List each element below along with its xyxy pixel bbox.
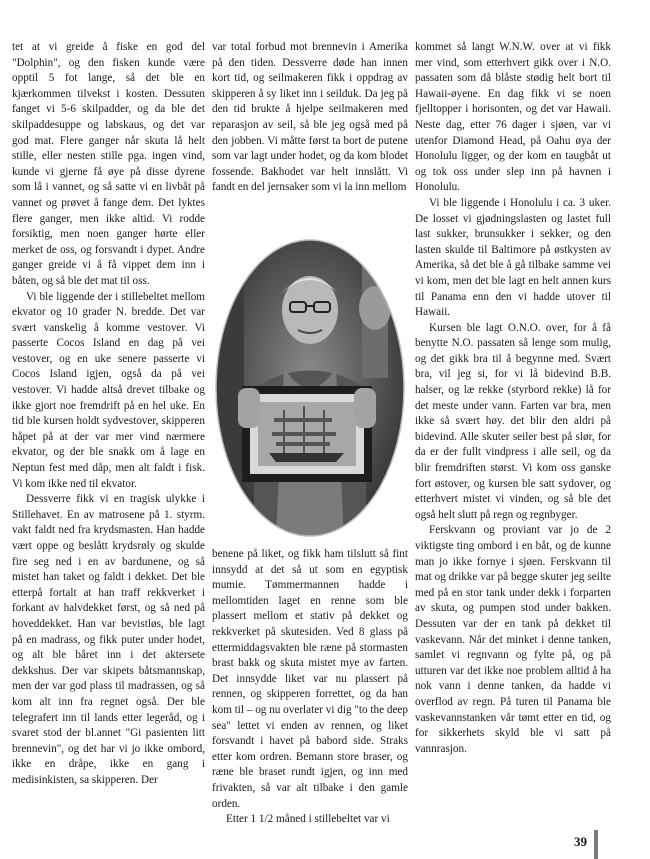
paragraph: Vi ble liggende der i stillebeltet mellom ekvator og 10 grader N. bredde. Det var svært vanskelig å komme vestover. Vi passerte Cocos Island en dag på vei vestover, og en uke senere passerte vi Cocos Island igjen, også da på vei vestover. Vi hadde altså drevet tilbake og ikke gjort noe fremdrift på en hel uke. En tid ble kursen holdt sydvestover, skipperen håpet på at der var mer vind nærmere ekvator, og der ble snakk om å lage en Neptun fest med dåp, men alt faldt i fisk. Vi kom ikke ned til ekvator. [12,290,205,490]
text-column-1 [12,40,205,789]
paragraph: Vi ble liggende i Honolulu i ca. 3 uker. De losset vi gjødningslasten og lastet full last sukker, brunsukker i sekker, og den lasten skulde til Baltimore på østkysten av Amerika, så det ble å gå tilbake samme vei vi kom, men det ble lagt en helt annen kurs til Panama enn den vi hadde utover til Hawaii. [415,196,611,319]
paragraph: Kursen ble lagt O.N.O. over, for å få benytte N.O. passaten så lenge som mulig, og det gikk bra til å begynne med. Svært bra, vil jeg si, for vi lå bidevind B.B. halser, og læ rekke (styrbord rekke) lå for det meste under vann. Farten var bra, men ikke så svært høy. det blir den aldri på bidevind. Alle skuter seiler best på slør, for da er der fullt vindpress i alle seil, og da blir fremdriften størst. Vi kom oss ganske fort østover, og kursen ble satt sydover, og etterhvert mistet vi vinden, og så ble det også helt slutt på regn og regnbyger. [415,321,611,521]
portrait-photo [214,238,406,538]
paragraph: Dessverre fikk vi en tragisk ulykke i Stillehavet. En av matrosene på 1. styrm. vakt faldt ned fra krydsmasten. Han hadde vært oppe og beslått krydsrøly og skulde fire seg ned i en av bardunene, og så mistet han taket og faldt i dekket. Det ble etterpå fortalt at han traff rekkverket i forkant av halvdekket først, og så ned på hoveddekket. Han var bevistløs, ble lagt på en madrass, og fikk puter under hodet, og alt ble båret inn i det aktersete dekkshus. Der var skipets båtsmannskap, men der var god plass til madrassen, og så kom alt inn fra regnet også. Der ble telegrafert inn til lands etter legeråd, og i svaret stod der bl.annet "Gi pasienten litt brennevin", og det har vi jo ikke ombord, ikke en dråpe, ikke en gang i medisinkisten, sa skipperen. Der [12,493,205,786]
page-number: 39 [574,834,587,849]
portrait-photo-image [214,238,406,538]
text-column-3 [415,40,611,757]
text-column-2-top [212,40,408,196]
paragraph: Ferskvann og proviant var jo de 2 viktigste ting ombord i en båt, og de kunne man jo ikke fornye i sjøen. Ferskvann til mat og drikke var på begge skuter jeg seilte med på en stor tank under dekk i forparten av skuta, og pumpen stod under bakken. Dessuten var der en tank på dekket til vaskevann. Når det minket i denne tanken, samlet vi regnvann og fylte på, og på utturen var det ikke noe problem alltid å ha nok vann i denne tanken, da hadde vi overflod av regn. På turen til Panama ble vaskevannstanken vår tømt etter en tid, og for sikkerhets skyld ble vi satt på vannrasjon. [415,524,611,755]
page-edge-mark [594,830,598,859]
paragraph: kommet så langt W.N.W. over at vi fikk mer vind, som etterhvert gikk over i N.O. passaten som då blåste stødig helt bort til Hawaii-øyene. En dag fikk vi se noen fjelltopper i horisonten, og det var Hawaii. Neste dag, etter 76 dager i sjøen, var vi utenfor Diamond Head, på Oahu øya der Honolulu ligger, og der kom en taugbåt ut og tok oss under slep inn på havnen i Honolulu. [415,41,611,194]
paragraph: Etter 1 1/2 måned i stillebeltet var vi [226,813,390,826]
text-column-2-bottom [212,547,408,828]
paragraph: tet at vi greide å fiske en god del "Dolphin", og den fisken kunde være opptil 5 fot lange, så det ble en kjærkommen tilvekst i kosten. Dessuten fanget vi 5-6 skilpadder, og da ble det skilpaddesuppe og labskaus, og det var god mat. Flere ganger når skuta lå helt stille, eller nesten stille pga. ingen vind, kunde vi gjerne få øye på disse dyrene som lå i vannet, og så satte vi en livbåt på vannet og prøvet å fange dem. Det lyktes flere ganger, men ikke altid. Vi rodde forsiktig, men noen ganger hørte eller merket de oss, og forsvandt i dypet. Andre ganger greide vi å få vippet dem inn i båten, og så ble det mat til oss. [12,41,205,287]
paragraph: var total forbud mot brennevin i Amerika på den tiden. Dessverre døde han innen kort tid, og seilmakeren fikk i oppdrag av skipperen å sy liket inn i seilduk. Da jeg på den tid brukte å hjelpe seilmakeren med reparasjon av seil, så ble jeg også med på den jobben. Vi måtte først ta bort de putene som var lagt under hodet, og da kom blodet fossende. Bakhodet var helt innslått. Vi fandt en del jernsaker som vi la inn mellom [212,41,408,194]
paragraph: benene på liket, og fikk ham tilslutt så fint innsydd at det så ut som en egyptisk mumie. Tømmermannen hadde i mellomtiden laget en renne som ble plassert mellom et stativ på dekket og rekkverket på skutesiden. Ved 8 glass på ettermiddagsvakten ble ræne på stormasten brast bakk og skuta mistet mye av farten. Det innsydde liket var nu plassert på rennen, og skipperen forrettet, og da han kom til – og nu overlater vi dig "to the deep sea" lettet vi enden av rennen, og liket forsvandt i havet på babord side. Straks etter kom ordren. Bemann store braser, og ræne ble braset rundt igjen, og inn med frivakten, så var alt tilbake i den gamle orden. [212,548,408,810]
